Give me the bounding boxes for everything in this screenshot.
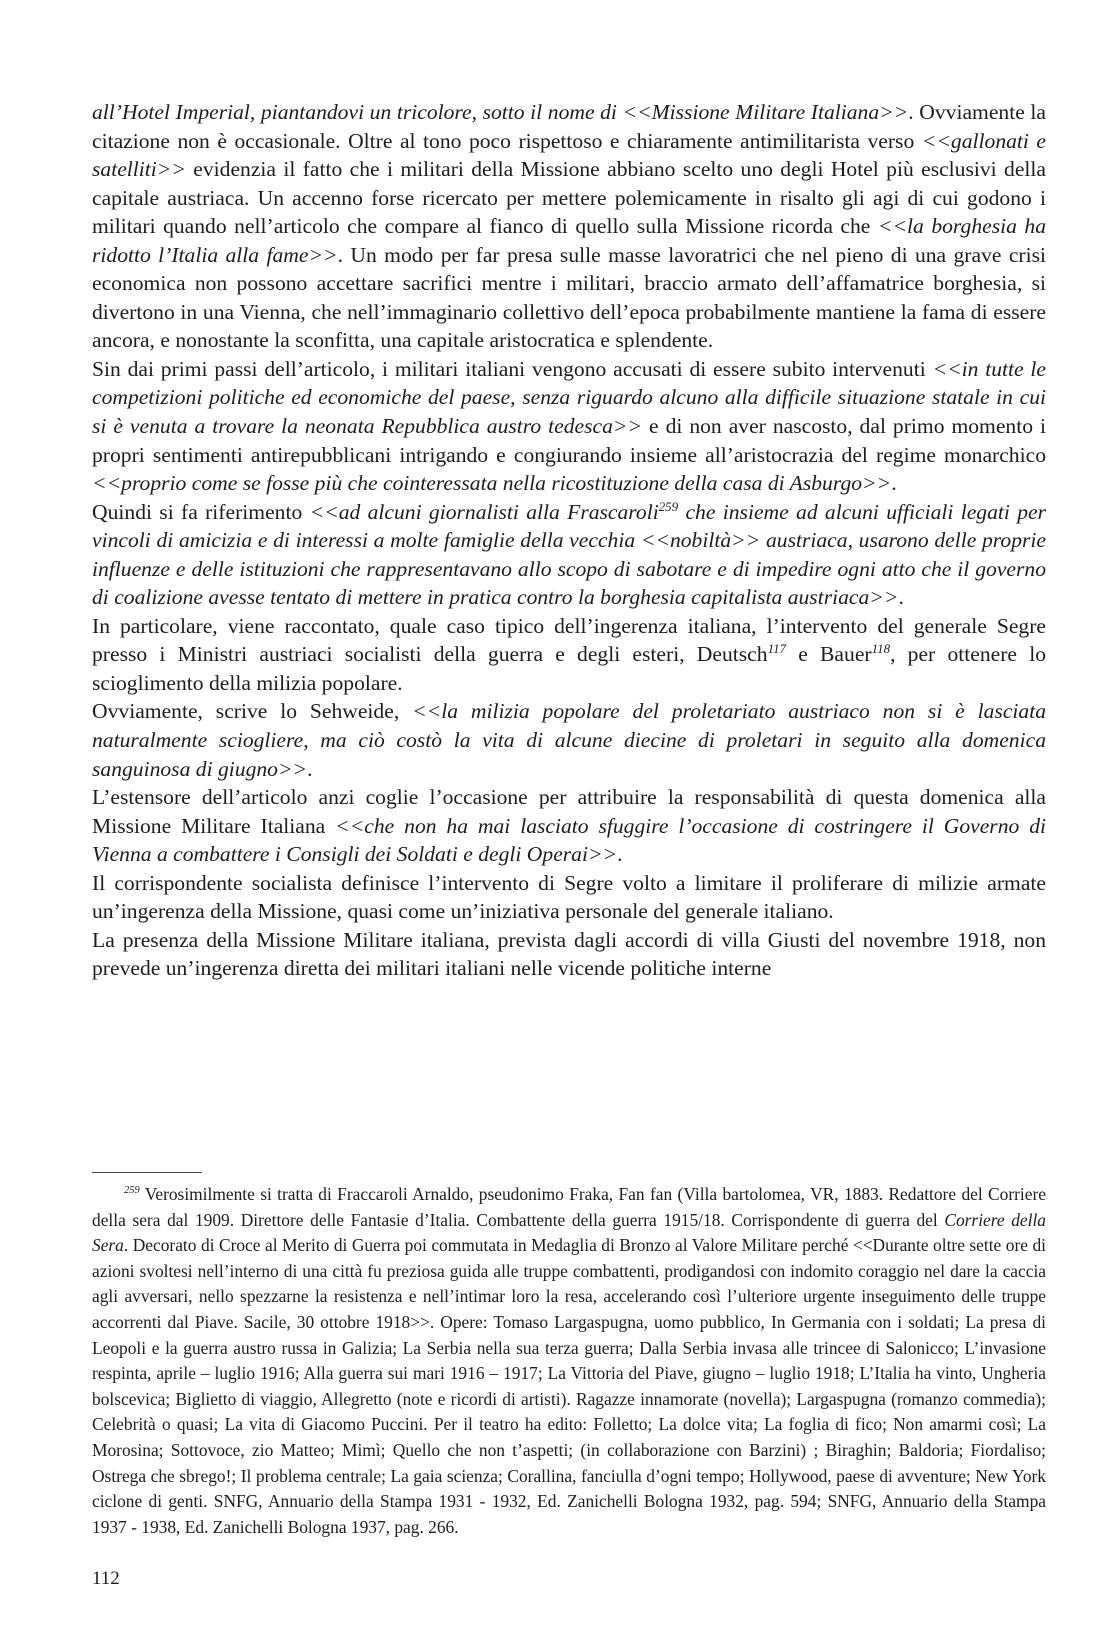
text-run: . Decorato di Croce al Merito di Guerra poi commutata in Medaglia di Bronzo al Valore Militare perché <<Durante oltre sette ore di azioni svoltesi nell’interno di una città fu preziosa guida alle truppe combattenti, prodigandosi con indomito coraggio nel dare la caccia agli avversari, nello spezzarne la resistenza e nell’intimar loro la resa, accelerando così l’ulteriore urgente inseguimento delle truppe accorrenti dal Piave. Sacile, 30 ottobre 1918>>. Opere: Tomaso Largaspugna, uomo pubblico, In Germania con i soldati; La presa di Leopoli e la guerra austro russa in Galizia; La Serbia nella sua terza guerra; Dalla Serbia invasa alle trincee di Salonicco; L’invasione respinta, aprile – luglio 1916; Alla guerra sui mari 1916 – 1917; La Vittoria del Piave, giugno – luglio 1918; L’Italia ha vinto, Ungheria bolscevica; Biglietto di viaggio, Allegretto (note e ricordi di artisti). Ragazze innamorate (novella); Largaspugna (romanzo commedia); Celebrità o quasi; La vita di Giacomo Puccini. Per il teatro ha edito: Folletto; La dolce vita; La foglia di fico; Non amarmi così; La Morosina; Sottovoce, zio Matteo; Mimì; Quello che non t’aspetti; (in collaborazione con Barzini) ; Biraghin; Baldoria; Fiordaliso; Ostrega che sbrego!; Il problema centrale; La gaia scienza; Corallina, fanciulla d’ogni tempo; Hollywood, paese di avventure; New York ciclone di genti. SNFG, Annuario della Stampa 1931 - 1932, Ed. Zanichelli Bologna 1932, pag. 594; SNFG, Annuario della Stampa 1937 - 1938, Ed. Zanichelli Bologna 1937, pag. 266. [92, 1235, 1046, 1537]
italic-quotation: <<la milizia popolare del proletariato austriaco non si è lasciata naturalmente sciogliere, ma ciò costò la vita di alcune diecine di proletari in seguito alla domenica sanguinosa di giugno>> [92, 699, 1046, 781]
text-run: . [617, 842, 623, 867]
text-run: Verosimilmente si tratta di Fraccaroli Arnaldo, pseudonimo Fraka, Fan fan (Villa bartolomea, VR, 1883. Redattore del Corriere della sera dal 1909. Direttore delle Fantasie d’Italia. Combattente della guerra 1915/18. Corrispondente di guerra del [92, 1184, 1046, 1230]
footnote-reference: 259 [658, 498, 679, 514]
paragraph [92, 926, 1046, 983]
paragraph [92, 869, 1046, 926]
text-run: L’estensore dell’articolo anzi coglie l’occasione per attribuire la responsabilità di questa domenica alla Missione Militare Italiana [92, 785, 1046, 838]
italic-quotation: <<ad alcuni giornalisti alla Frascaroli [309, 499, 659, 524]
footnote-259 [92, 1182, 1046, 1540]
text-run: Sin dai primi passi dell’articolo, i militari italiani vengono accusati di essere subito intervenuti [92, 356, 933, 381]
text-run: . Un modo per far presa sulle masse lavoratrici che nel pieno di una grave crisi economica non possono accettare sacrifici mentre i militari, braccio armato dell’affamatrice borghesia, si divertono in una Vienna, che nell’immaginario collettivo dell’epoca probabilmente mantiene la fama di essere ancora, e nonostante la sconfitta, una capitale aristocratica e splendente. [92, 242, 1047, 353]
text-run: . Ovviamente la citazione non è occasionale. Oltre al tono poco rispettoso e chiaramente antimilitarista verso [92, 100, 1046, 153]
paragraph [92, 98, 1046, 355]
italic-quotation: <<gallonati e satelliti>> [92, 128, 1047, 182]
text-run: Quindi si fa riferimento [92, 499, 310, 524]
italic-quotation: Corriere della Sera [92, 1209, 1046, 1256]
text-run: Il corrispondente socialista definisce l’intervento di Segre volto a limitare il proliferare di milizie armate un’ingerenza della Missione, quasi come un’iniziativa personale del generale italiano. [92, 870, 1046, 924]
paragraph [92, 697, 1046, 783]
italic-quotation: <<in tutte le competizioni politiche ed economiche del paese, senza riguardo alcuno alla difficile situazione statale in cui si è venuta a trovare la neonata Repubblica austro tedesca>> [92, 356, 1046, 439]
paragraph [92, 355, 1046, 498]
text-run: . [898, 585, 904, 610]
text-run: . [891, 471, 897, 496]
footnote-reference: 118 [871, 641, 891, 657]
paragraph [92, 612, 1046, 698]
footnote-reference: 117 [767, 641, 787, 657]
text-run: , per ottenere lo scioglimento della milizia popolare. [92, 642, 1046, 695]
italic-quotation: <<che non ha mai lasciato sfuggire l’occasione di costringere il Governo di Vienna a combattere i Consigli dei Soldati e degli Operai>> [92, 813, 1046, 867]
page-number: 112 [92, 1568, 120, 1589]
footnote-separator [92, 1172, 202, 1173]
italic-quotation: <<proprio come se fosse più che cointeressata nella ricostituzione della casa di Asburgo>> [92, 471, 892, 496]
footnote-paragraph [92, 1182, 1046, 1540]
italic-quotation: <<la borghesia ha ridotto l’Italia alla fame>> [92, 214, 1047, 267]
text-run: e Bauer [786, 642, 872, 667]
text-run: Ovviamente, scrive lo Sehweide, [92, 699, 413, 724]
paragraph [92, 498, 1046, 612]
main-text-body [92, 98, 1046, 983]
italic-quotation: all’Hotel Imperial, piantandovi un tricolore, sotto il nome di <<Missione Militare Italiana>> [92, 100, 909, 124]
text-run: La presenza della Missione Militare italiana, prevista dagli accordi di villa Giusti del novembre 1918, non prevede un’ingerenza diretta dei militari italiani nelle vicende politiche interne [92, 927, 1046, 981]
italic-quotation: che insieme ad alcuni ufficiali legati per vincoli di amicizia e di interessi a molte famiglie della vecchia <<nobiltà>> austriaca, usarono delle proprie influenze e delle istituzioni che rappresentavano allo scopo di sabotare e di impedire ogni atto che il governo di coalizione avesse tentato di mettere in pratica contro la borghesia capitalista austriaca>> [92, 499, 1046, 610]
paragraph [92, 783, 1046, 869]
text-run: In particolare, viene raccontato, quale caso tipico dell’ingerenza italiana, l’intervento del generale Segre presso i Ministri austriaci socialisti della guerra e degli esteri, Deutsch [92, 613, 1046, 667]
text-run: . [307, 756, 313, 781]
text-run: e di non aver nascosto, dal primo momento i propri sentimenti antirepubblicani intrigando e congiurando insieme all’aristocrazia del regime monarchico [92, 414, 1047, 467]
footnote-reference: 259 [124, 1185, 140, 1197]
text-run: evidenzia il fatto che i militari della Missione abbiano scelto uno degli Hotel più esclusivi della capitale austriaca. Un accenno forse ricercato per mettere polemicamente in risalto gli agi di cui godono i militari quando nell’articolo che compare al fianco di quello sulla Missione ricorda che [92, 157, 1046, 239]
